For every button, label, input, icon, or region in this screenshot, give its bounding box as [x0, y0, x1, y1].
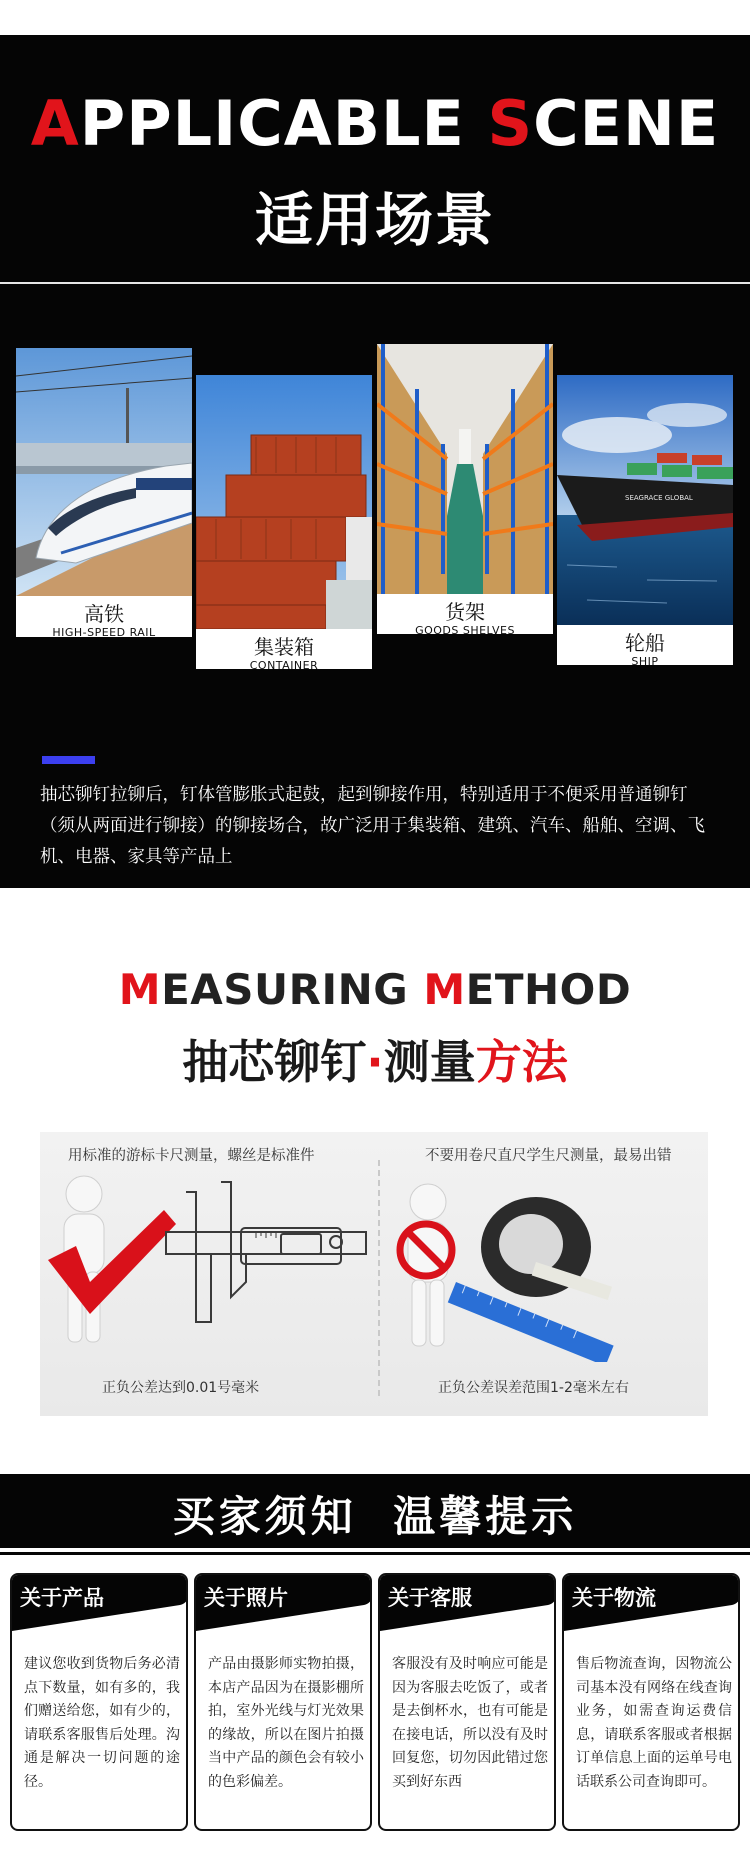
train-photo	[16, 348, 192, 596]
title-letter-a: A	[30, 87, 80, 160]
accent-bar	[42, 756, 95, 764]
notice-box-body: 建议您收到货物后务必清点下数量，如有多的，我们赠送给您，如有少的，请联系客服售后处理。沟通是解决一切问题的途径。	[24, 1656, 180, 1790]
card-label-en: CONTAINER	[249, 659, 319, 672]
title-word-cene: CENE	[533, 87, 720, 160]
notice-box-photo	[194, 1573, 372, 1831]
card-label-cn: 货架	[445, 600, 485, 624]
notice-box-service	[378, 1573, 556, 1831]
applicable-scene-section	[0, 35, 750, 888]
measuring-panel	[40, 1132, 708, 1416]
notice-divider	[0, 1552, 750, 1555]
mm-cn-dot: ·	[366, 1035, 384, 1089]
scene-description: 抽芯铆钉拉铆后，钉体管膨胀式起鼓，起到铆接作用，特别适用于不便采用普通铆钉（须从两面进行铆接）的铆接场合，故广泛用于集装箱、建筑、汽车、船舶、空调、飞机、电器、家具等产品上	[40, 785, 705, 867]
notice-title: 买家须知 温馨提示	[172, 1492, 578, 1541]
notice-box-logistics	[562, 1573, 740, 1831]
notice-box-body: 产品由摄影师实物拍摄，本店产品因为在摄影棚所拍，室外光线与灯光效果的缘故，所以在图片拍摄当中产品的颜色会有较小的色彩偏差。	[208, 1656, 364, 1790]
measuring-title-en	[0, 965, 750, 1014]
right-tolerance-note: 正负公差误差范围1-2毫米左右	[438, 1380, 629, 1396]
measuring-title-cn	[0, 1026, 750, 1092]
scene-card-container	[196, 375, 372, 672]
mm-cn-method: 方法	[475, 1035, 568, 1089]
mm-cn-rivet: 抽芯铆钉	[182, 1035, 367, 1089]
card-label-en: GOODS SHELVES	[415, 624, 515, 637]
notice-box-label: 关于产品	[20, 1586, 104, 1610]
ship-photo	[557, 375, 733, 625]
title-word-pplicable: PPLICABLE	[79, 87, 488, 160]
mm-letter-m1: M	[118, 965, 162, 1014]
ship-hull-text: SEAGRACE GLOBAL	[625, 494, 693, 502]
title-letter-s: S	[487, 87, 534, 160]
scene-card-ship	[557, 375, 733, 668]
mm-letter-m2: M	[423, 965, 466, 1014]
card-caption-rail	[16, 596, 192, 637]
left-tolerance-note: 正负公差达到0.01号毫米	[102, 1380, 260, 1396]
left-caption: 用标准的游标卡尺测量，螺丝是标准件	[68, 1148, 315, 1164]
mm-cn-measure: 测量	[383, 1035, 476, 1089]
card-caption-container	[196, 629, 372, 672]
container-photo	[196, 375, 372, 629]
warehouse-shelves-photo	[377, 344, 553, 594]
notice-box-product	[10, 1573, 188, 1831]
notice-box-body: 客服没有及时响应可能是因为客服去吃饭了，或者是去倒杯水，也有可能是在接电话，所以没有及时回复您，切勿因此错过您买到好东西	[392, 1656, 548, 1790]
scene-card-shelves	[377, 344, 553, 637]
card-label-cn: 集装箱	[254, 635, 314, 659]
mm-word-ethod: ETHOD	[465, 965, 632, 1014]
card-label-cn: 高铁	[84, 602, 124, 626]
notice-box-label: 关于照片	[204, 1586, 288, 1610]
card-label-en: SHIP	[631, 655, 659, 668]
notice-box-header	[380, 1575, 554, 1631]
notice-box-header	[564, 1575, 738, 1631]
notice-box-header	[196, 1575, 370, 1631]
card-caption-ship	[557, 625, 733, 668]
panel-divider	[378, 1160, 380, 1396]
right-caption: 不要用卷尺直尺学生尺测量，最易出错	[425, 1148, 672, 1164]
notice-box-label: 关于客服	[388, 1586, 472, 1610]
scene-card-rail	[16, 348, 192, 637]
notice-box-header	[12, 1575, 186, 1631]
scene-divider	[0, 282, 750, 284]
card-label-cn: 轮船	[625, 631, 665, 655]
card-caption-shelves	[377, 594, 553, 637]
mm-word-easuring: EASURING	[161, 965, 424, 1014]
notice-box-body: 售后物流查询，因物流公司基本没有网络在线查询业务，如需查询运费信息，请联系客服或者根据订单信息上面的运单号电话联系公司查询即可。	[576, 1656, 732, 1790]
card-label-en: HIGH-SPEED RAIL	[52, 626, 156, 639]
scene-title-cn: 适用场景	[254, 186, 495, 254]
scene-title-en	[0, 87, 750, 160]
caliper-checkmark-icon	[46, 1172, 376, 1362]
notice-box-label: 关于物流	[572, 1586, 656, 1610]
tape-ruler-prohibited-icon	[386, 1172, 706, 1362]
